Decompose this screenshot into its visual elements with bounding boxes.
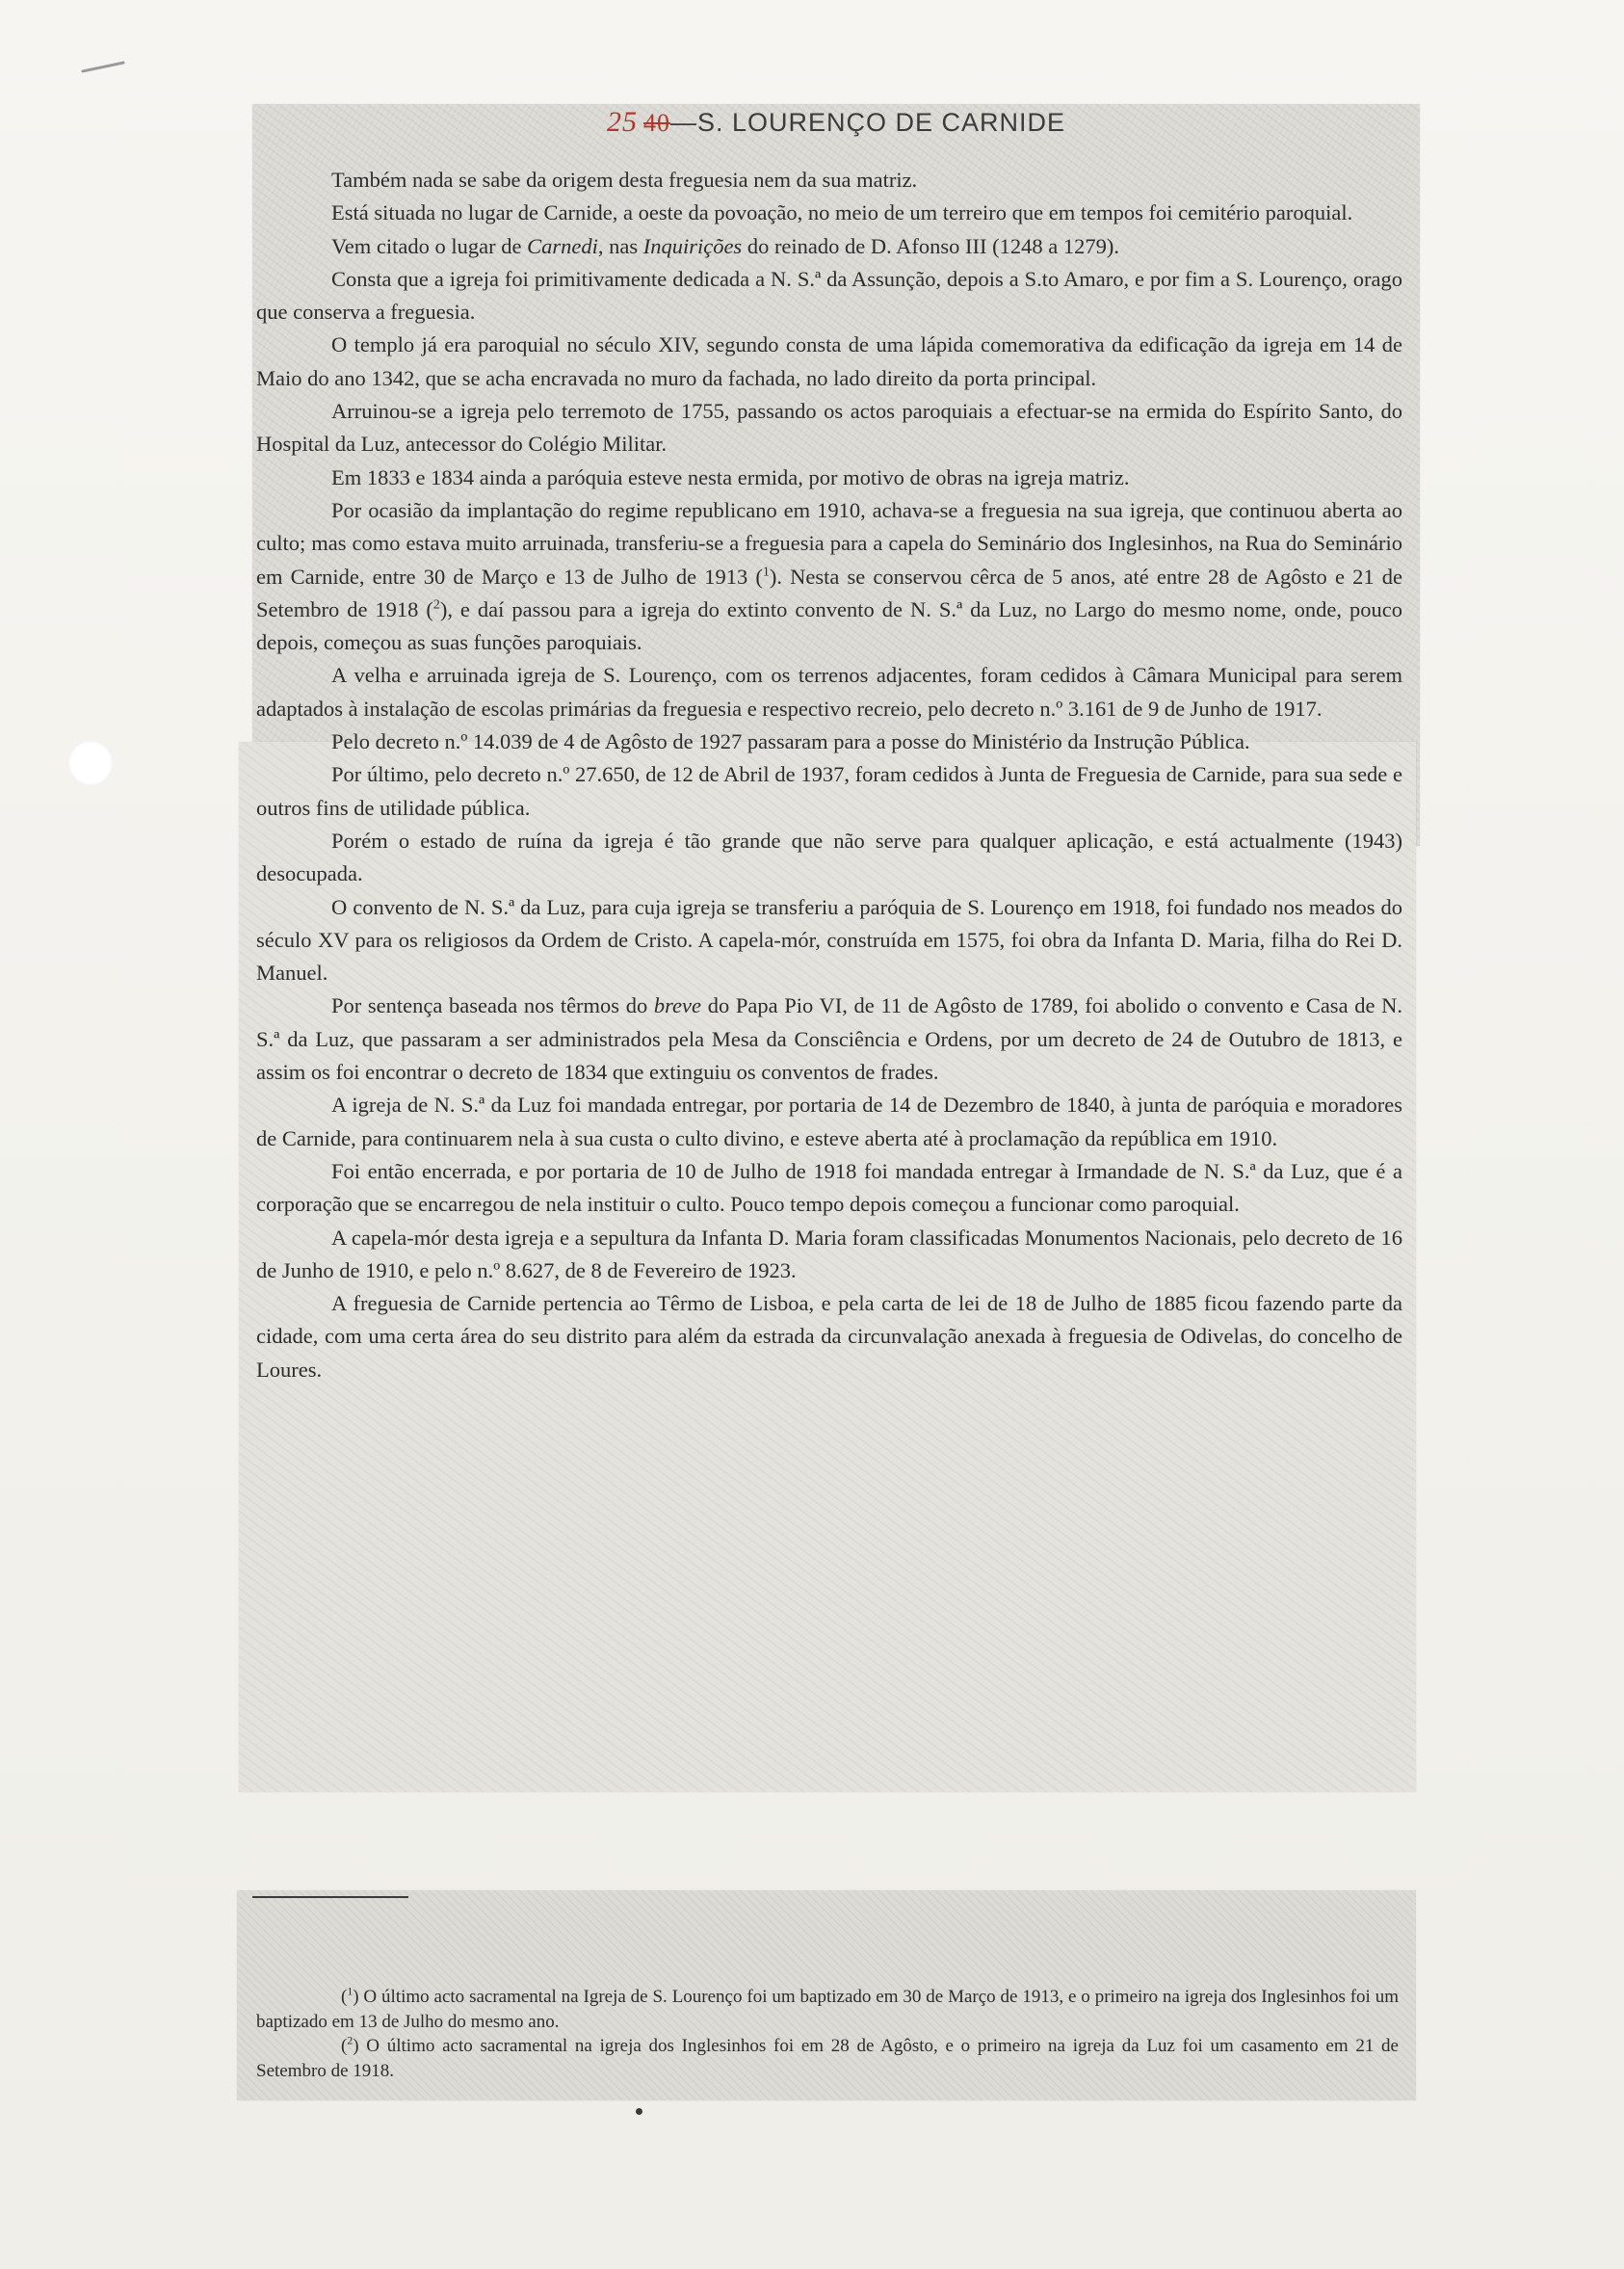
page-title: —S. LOURENÇO DE CARNIDE [669,108,1066,137]
paragraph: A freguesia de Carnide pertencia ao Têrmo de Lisboa, e pela carta de lei de 18 de Julho de 1885 ficou fazendo parte da cidade, com uma certa área do seu distrito para além da estrada da circunvalação anexada à freguesia de Odivelas, do concelho de Loures. [256,1291,1402,1382]
punch-hole [67,740,114,786]
paragraph: Foi então encerrada, e por portaria de 10 de Julho de 1918 foi mandada entregar à Irmandade de N. S.ª da Luz, que é a corporação que se encarregou de nela instituir o culto. Pouco tempo depois começou a funcionar como paroquial. [256,1158,1402,1217]
paragraph: Por último, pelo decreto n.º 27.650, de 12 de Abril de 1937, foram cedidos à Junta de Freguesia de Carnide, para sua sede e outros fins de utilidade pública. [256,762,1402,820]
struck-folio-number: 40 [642,109,670,137]
footnote-mark: 2 [347,2034,354,2047]
paragraph: Por sentença baseada nos têrmos do breve do Papa Pio VI, de 11 de Agôsto de 1789, foi abolido o convento e Casa de N. S.ª da Luz, que passaram a ser administrados pela Mesa da Consciência e Ordens, por um decreto de 24 de Outubro de 1813, e assim os foi encontrar o decreto de 1834 que extinguiu os conventos de frades. [256,993,1402,1085]
paragraph: Porém o estado de ruína da igreja é tão grande que não serve para qualquer aplicação, e está actualmente (1943) desocupada. [256,828,1402,886]
footnote-divider [252,1896,408,1898]
handwritten-folio-number: 25 [606,106,638,138]
italic-term: Inquirições [642,233,743,258]
italic-term: breve [653,993,702,1018]
footnote-mark: 1 [347,1985,354,1998]
italic-term: Carnedi [527,233,598,258]
paragraph: Pelo decreto n.º 14.039 de 4 de Agôsto de 1927 passaram para a posse do Ministério da Instrução Pública. [331,729,1250,754]
paragraph: A velha e arruinada igreja de S. Lourenço, com os terrenos adjacentes, foram cedidos à Câmara Municipal para serem adaptados à instalação de escolas primárias da freguesia e respectivo recreio, pelo decreto n.º 3.161 de 9 de Junho de 1917. [256,663,1402,721]
paragraph: O convento de N. S.ª da Luz, para cuja igreja se transferiu a paróquia de S. Lourenço em 1918, foi fundado nos meados do século XV para os religiosos da Ordem de Cristo. A capela-mór, construída em 1575, foi obra da Infanta D. Maria, filha do Rei D. Manuel. [256,894,1402,986]
paragraph: Vem citado o lugar de Carnedi, nas Inquirições do reinado de D. Afonso III (1248 a 1279). [331,233,1119,258]
page-header [252,106,1420,145]
footnotes [256,1985,1399,2083]
pencil-mark [81,61,125,72]
footnote: ($^1$) O último acto sacramental na Igreja de S. Lourenço foi um baptizado em 30 de Março de 1913, e o primeiro na igreja dos Inglesinhos foi um baptizado em 13 de Julho do mesmo ano. [256,1985,1399,2032]
paragraph: Está situada no lugar de Carnide, a oeste da povoação, no meio de um terreiro que em tempos foi cemitério paroquial. [331,200,1353,225]
paragraph: A igreja de N. S.ª da Luz foi mandada entregar, por portaria de 14 de Dezembro de 1840, à junta de paróquia e moradores de Carnide, para continuarem nela à sua custa o culto divino, e esteve aberta até à proclamação da república em 1910. [256,1093,1402,1150]
paragraph: Em 1833 e 1834 ainda a paróquia esteve nesta ermida, por motivo de obras na igreja matriz. [331,464,1130,489]
paragraph: Arruinou-se a igreja pelo terremoto de 1755, passando os actos paroquiais a efectuar-se na ermida do Espírito Santo, do Hospital da Luz, antecessor do Colégio Militar. [256,399,1402,457]
paragraph: Consta que a igreja foi primitivamente dedicada a N. S.ª da Assunção, depois a S.to Amaro, e por fim a S. Lourenço, orago que conserva a freguesia. [256,266,1402,325]
footnote: ($^2$) O último acto sacramental na igreja dos Inglesinhos foi em 28 de Agôsto, e o primeiro na igreja da Luz foi um casamento em 21 de Setembro de 1918. [256,2034,1399,2081]
footnote-ref: 1 [762,565,770,580]
paragraph: Também nada se sabe da origem desta freguesia nem da sua matriz. [331,168,918,192]
paragraph: A capela-mór desta igreja e a sepultura da Infanta D. Maria foram classificadas Monumentos Nacionais, pelo decreto de 16 de Junho de 1910, e pelo n.º 8.627, de 8 de Fevereiro de 1923. [256,1225,1402,1282]
footnote-ref: 2 [432,597,440,613]
body-text [256,164,1402,1386]
ink-dot [636,2108,642,2115]
paragraph: O templo já era paroquial no século XIV, segundo consta de uma lápida comemorativa da edificação da igreja em 14 de Maio do ano 1342, que se acha encravada no muro da fachada, no lado direito da porta principal. [256,332,1402,390]
paragraph: Por ocasião da implantação do regime republicano em 1910, achava-se a freguesia na sua igreja, que continuou aberta ao culto; mas como estava muito arruinada, transferiu-se a freguesia para a capela do Seminário dos Inglesinhos, na Rua do Seminário em Carnide, entre 30 de Março e 13 de Julho de 1913 ($^1$). Nesta se conservou cêrca de 5 anos, até entre 28 de Agôsto e 21 de Setembro de 1918 ($^2$), e daí passou para a igreja do extinto convento de N. S.ª da Luz, no Largo do mesmo nome, onde, pouco depois, começou as suas funções paroquiais. [256,497,1402,655]
